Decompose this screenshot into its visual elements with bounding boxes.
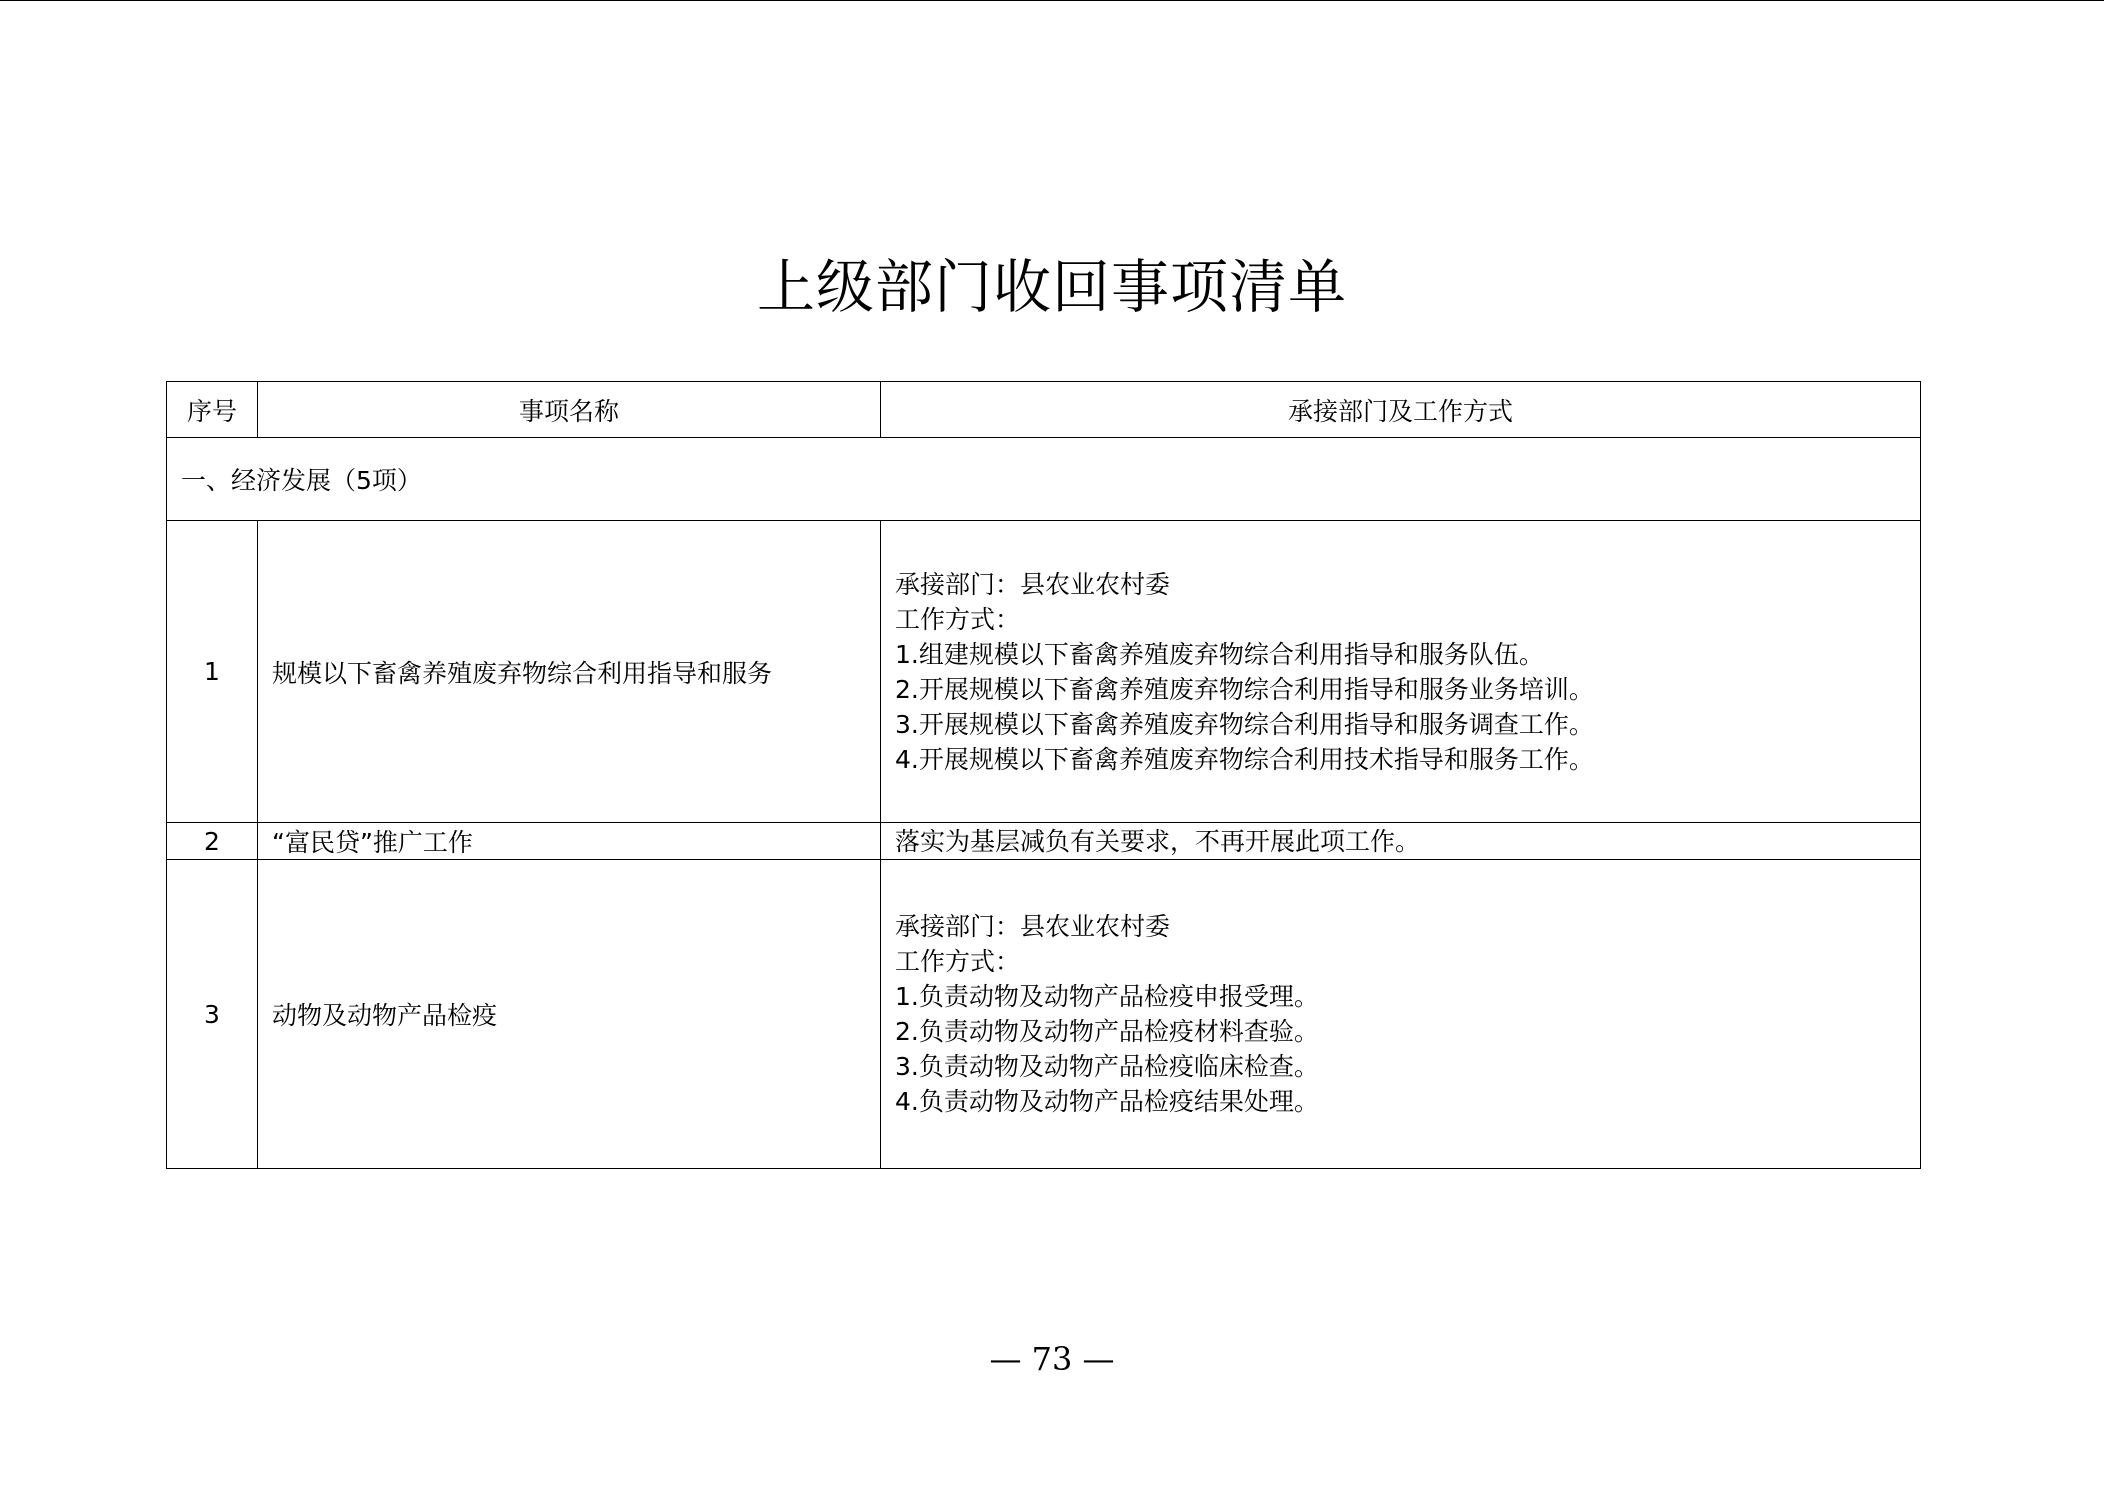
method-line: 2.开展规模以下畜禽养殖废弃物综合利用指导和服务业务培训。 [895, 674, 1594, 704]
method-line: 承接部门：县农业农村委 [895, 912, 1171, 941]
header-item-name: 事项名称 [258, 382, 881, 438]
section-row [167, 438, 1921, 521]
items-table [166, 381, 1921, 1169]
method-line: 1.负责动物及动物产品检疫申报受理。 [895, 982, 1319, 1011]
method-line: 承接部门：县农业农村委 [895, 569, 1171, 599]
method-line: 3.开展规模以下畜禽养殖废弃物综合利用指导和服务调查工作。 [895, 709, 1594, 739]
row-item-name: 动物及动物产品检疫 [258, 860, 881, 1169]
section-label: 一、经济发展（5项） [167, 438, 1921, 521]
row-department-method [881, 521, 1921, 823]
row-department-method [881, 860, 1921, 1169]
table-row [167, 521, 1921, 823]
method-line: 4.负责动物及动物产品检疫结果处理。 [895, 1087, 1319, 1116]
method-line: 1.组建规模以下畜禽养殖废弃物综合利用指导和服务队伍。 [895, 639, 1544, 669]
row-item-name: 规模以下畜禽养殖废弃物综合利用指导和服务 [258, 521, 881, 823]
page-number: — 73 — [989, 1340, 1115, 1378]
document-title: 上级部门收回事项清单 [756, 253, 1347, 321]
row-item-name: “富民贷”推广工作 [258, 823, 881, 860]
header-seq: 序号 [167, 382, 258, 438]
header-department-method: 承接部门及工作方式 [881, 382, 1921, 438]
method-line: 工作方式： [895, 947, 1021, 976]
method-line: 2.负责动物及动物产品检疫材料查验。 [895, 1017, 1319, 1046]
method-line: 3.负责动物及动物产品检疫临床检查。 [895, 1052, 1319, 1081]
table-row [167, 823, 1921, 860]
row-department-method [881, 823, 1921, 860]
table-header-row [167, 382, 1921, 438]
method-line: 落实为基层减负有关要求，不再开展此项工作。 [895, 826, 1421, 856]
table-row [167, 860, 1921, 1169]
method-line: 4.开展规模以下畜禽养殖废弃物综合利用技术指导和服务工作。 [895, 744, 1594, 774]
page-top-rule [0, 0, 2104, 1]
row-seq: 3 [167, 860, 258, 1169]
row-seq: 2 [167, 823, 258, 860]
method-line: 工作方式： [895, 604, 1021, 634]
row-seq: 1 [167, 521, 258, 823]
